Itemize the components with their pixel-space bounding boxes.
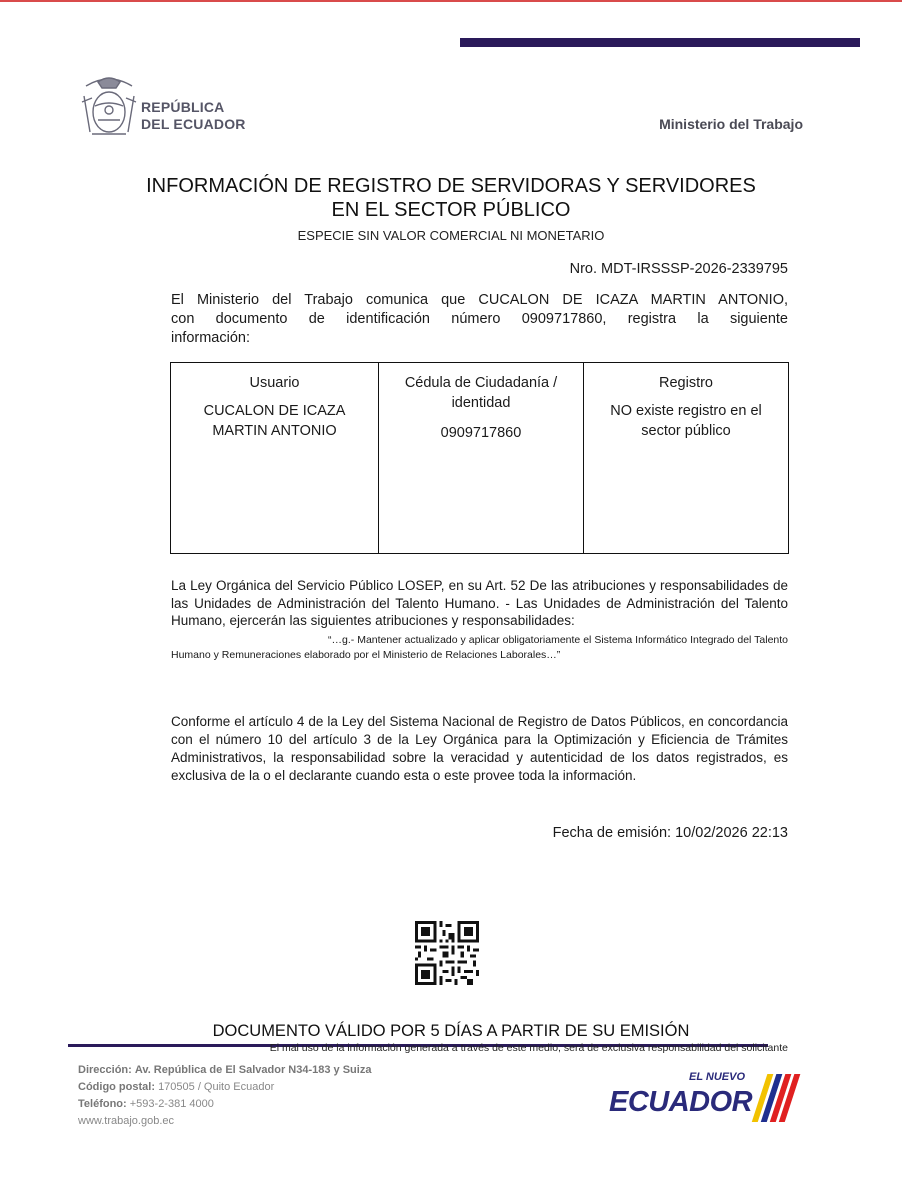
document-subtitle: ESPECIE SIN VALOR COMERCIAL NI MONETARIO (297, 228, 605, 243)
republica-line-1: REPÚBLICA (141, 99, 225, 115)
phone-value: +593-2-381 4000 (129, 1098, 214, 1110)
title-line-2: EN EL SECTOR PÚBLICO (331, 199, 571, 221)
user-value: CUCALON DE ICAZA MARTIN ANTONIO (203, 403, 346, 439)
ministry-label: Ministerio del Trabajo (659, 116, 803, 132)
registry-value: NO existe registro en el sector público (610, 403, 762, 439)
user-cell (171, 363, 379, 554)
id-value: 0909717860 (440, 425, 522, 441)
top-edge-line (0, 0, 902, 2)
losep-paragraph: La Ley Orgánica del Servicio Público LOSEP, en su Art. 52 De las atribuciones y responsabilidades de las Unidades de Administración del Talento Humano. - Las Unidades de Administración del Talento Humano, ejercerán las siguientes atribuciones y responsabilidades: (171, 578, 788, 628)
logo-main-text: ECUADOR (609, 1086, 753, 1118)
registry-cell (584, 363, 789, 554)
conforme-paragraph: Conforme el artículo 4 de la Ley del Sistema Nacional de Registro de Datos Públicos, en concordancia con el número 10 del artículo 3 de la Ley Orgánica para la Optimización y Eficiencia de Trámites Administrativos, la responsabilidad sobre la veracidad y autenticidad de los datos registrados, es exclusiva de la o el declarante cuando esta o este provee toda la información. (171, 714, 788, 783)
document-title (120, 174, 782, 222)
republica-line-2: DEL ECUADOR (141, 116, 246, 132)
user-header: Usuario (249, 375, 300, 391)
address-label: Dirección: (78, 1064, 132, 1076)
address-line (78, 1062, 371, 1079)
coat-of-arms-icon (78, 72, 140, 144)
id-header: Cédula de Ciudadanía / identidad (404, 375, 558, 411)
contact-block (78, 1062, 371, 1130)
document-number: Nro. MDT-IRSSSP-2026-2339795 (569, 261, 788, 277)
losep-quote: “…g.- Mantener actualizado y aplicar obligatoriamente el Sistema Informático Integrado del Talento Humano y Remuneraciones elaborado por el Ministerio de Relaciones Laborales…” (171, 634, 788, 661)
intro-paragraph (171, 291, 788, 348)
address-value: Av. República de El Salvador N34-183 y Suiza (134, 1064, 372, 1076)
phone-line (78, 1096, 371, 1113)
qr-code-icon (415, 921, 479, 985)
title-line-1: INFORMACIÓN DE REGISTRO DE SERVIDORAS Y SERVIDORES (146, 175, 756, 197)
republica-label (141, 99, 246, 133)
postal-label: Código postal: (78, 1081, 155, 1093)
intro-line-2: con documento de identificación número 0909717860, registra la siguiente (171, 311, 788, 327)
website-link[interactable]: www.trabajo.gob.ec (78, 1115, 174, 1127)
postal-line (78, 1079, 371, 1096)
intro-line-1: El Ministerio del Trabajo comunica que CUCALON DE ICAZA MARTIN ANTONIO, (171, 292, 788, 308)
header-band (460, 38, 860, 47)
registry-table (170, 362, 789, 554)
validity-notice: DOCUMENTO VÁLIDO POR 5 DÍAS A PARTIR DE SU EMISIÓN (212, 1022, 690, 1040)
table-row (171, 363, 789, 554)
phone-label: Teléfono: (78, 1098, 127, 1110)
postal-value: 170505 / Quito Ecuador (158, 1081, 275, 1093)
logo-small-text: EL NUEVO (689, 1071, 746, 1083)
id-cell (379, 363, 584, 554)
registry-header: Registro (659, 375, 713, 391)
misuse-notice: El mal uso de la información generada a través de este medio, será de exclusiva responsabilidad del solicitante (269, 1042, 788, 1054)
intro-line-3: información: (171, 330, 250, 346)
issue-date: Fecha de emisión: 10/02/2026 22:13 (552, 825, 788, 841)
